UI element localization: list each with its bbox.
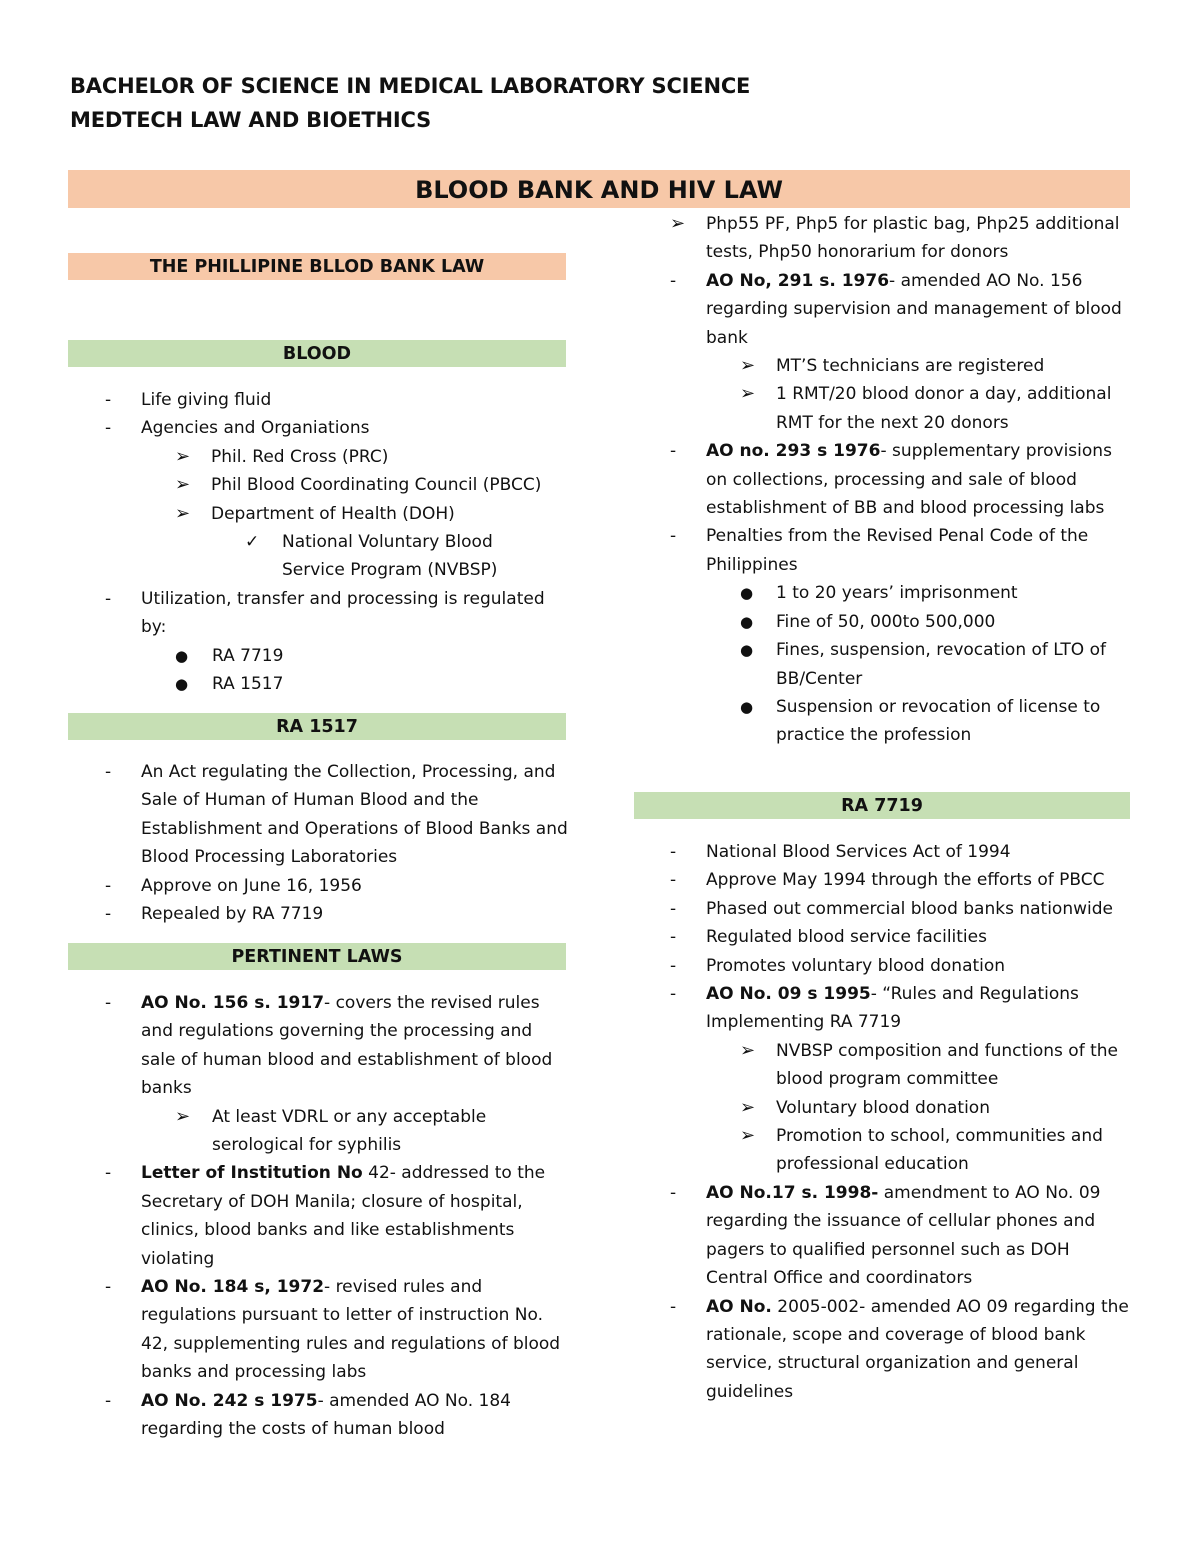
- heading-ra-7719: RA 7719: [634, 792, 1130, 819]
- law-reference: AO No.: [706, 1296, 772, 1317]
- item-text: MT’S technicians are registered: [776, 356, 1045, 377]
- item-text: - amended AO No. 156 regarding supervision and management of blood bank: [706, 270, 1122, 348]
- list-item: [670, 1293, 1134, 1407]
- arrow-icon: ➢: [670, 213, 686, 234]
- bullet-icon: ●: [740, 697, 754, 716]
- bullet-icon: ●: [175, 675, 189, 694]
- item-text: 1 RMT/20 blood donor a day, additional RMT for the next 20 donors: [776, 384, 1112, 433]
- list-item: [706, 1122, 1134, 1179]
- dash-marker: -: [105, 1390, 112, 1411]
- item-text: Department of Health (DOH): [211, 503, 455, 524]
- dash-marker: -: [105, 588, 112, 609]
- list-item: [670, 267, 1131, 352]
- law-reference: AO No. 156 s. 1917: [141, 993, 325, 1013]
- item-text: 42- addressed to the Secretary of DOH Manila; closure of hospital, clinics, blood banks and like establishments violating: [141, 1163, 546, 1269]
- heading-ra-1517: RA 1517: [68, 713, 566, 740]
- blood-list: [105, 386, 566, 698]
- list-item: [670, 895, 1134, 923]
- item-text: Fines, suspension, revocation of LTO of BB/Center: [776, 640, 1106, 689]
- dash-marker: -: [670, 1182, 677, 1203]
- arrow-icon: ➢: [175, 502, 191, 524]
- dash-marker: -: [670, 526, 677, 547]
- item-text: - supplementary provisions on collections, processing and sale of blood establishment of BB and blood processing labs: [706, 441, 1112, 519]
- list-item: [105, 989, 569, 1103]
- item-text: Life giving fluid: [141, 390, 272, 410]
- item-text: Voluntary blood donation: [776, 1097, 990, 1118]
- dash-marker: -: [105, 1277, 112, 1298]
- arrow-icon: ➢: [740, 1039, 756, 1061]
- dash-marker: -: [670, 927, 677, 948]
- dash-marker: -: [670, 1296, 677, 1317]
- list-item: [706, 1037, 1134, 1094]
- dash-marker: -: [670, 441, 677, 462]
- item-text: - revised rules and regulations pursuant to letter of instruction No. 42, supplementing rules and regulations of blood banks and processing labs: [141, 1277, 561, 1383]
- item-text: Approve May 1994 through the efforts of PBCC: [706, 870, 1105, 891]
- list-item: [105, 1159, 569, 1273]
- dash-marker: -: [105, 390, 112, 410]
- item-text: National Voluntary Blood Service Program (NVBSP): [282, 532, 498, 581]
- law-reference: Letter of Institution No: [141, 1163, 363, 1184]
- list-item: [670, 866, 1134, 894]
- item-text: Promotion to school, communities and professional education: [776, 1126, 1103, 1175]
- course-title: MEDTECH LAW AND BIOETHICS: [70, 108, 432, 132]
- list-item: [670, 522, 1131, 579]
- list-item: [670, 952, 1134, 980]
- list-item: [670, 1179, 1134, 1293]
- item-text: Php55 PF, Php5 for plastic bag, Php25 additional tests, Php50 honorarium for donors: [706, 214, 1120, 263]
- list-item: [105, 758, 569, 872]
- pertinent-list: [105, 989, 569, 1444]
- dash-marker: -: [105, 762, 112, 782]
- item-text: Phil Blood Coordinating Council (PBCC): [211, 475, 542, 496]
- list-item: [69, 471, 566, 499]
- list-item: [105, 872, 569, 900]
- law-reference: AO no. 293 s 1976: [706, 441, 881, 462]
- list-item: [105, 386, 566, 414]
- item-text: - “Rules and Regulations Implementing RA 7719: [706, 984, 1079, 1033]
- document-title: BLOOD BANK AND HIV LAW: [68, 170, 1130, 208]
- dash-marker: -: [670, 870, 677, 891]
- item-text: - covers the revised rules and regulations governing the processing and sale of human blood and establishment of blood banks: [141, 993, 553, 1099]
- item-text: NVBSP composition and functions of the blood program committee: [776, 1040, 1118, 1090]
- arrow-icon: ➢: [740, 355, 756, 377]
- list-item: [69, 443, 566, 471]
- section-title-blood-bank-law: THE PHILLIPINE BLLOD BANK LAW: [68, 253, 566, 280]
- law-reference: AO No. 184 s, 1972: [141, 1277, 325, 1298]
- list-item: [706, 636, 1131, 693]
- law-reference: AO No. 242 s 1975: [141, 1390, 318, 1411]
- item-text: At least VDRL or any acceptable serological for syphilis: [212, 1106, 487, 1156]
- arrow-icon: ➢: [175, 1105, 191, 1127]
- ra1517-list: [105, 758, 569, 928]
- item-text: 1 to 20 years’ imprisonment: [776, 583, 1018, 604]
- item-text: Fine of 50, 000to 500,000: [776, 611, 996, 632]
- dash-marker: -: [105, 875, 112, 896]
- dash-marker: -: [670, 270, 677, 291]
- dash-marker: -: [670, 898, 677, 919]
- item-text: Phil. Red Cross (PRC): [211, 446, 389, 467]
- list-item: [670, 923, 1134, 951]
- item-text: Promotes voluntary blood donation: [706, 955, 1006, 976]
- dash-marker: -: [670, 955, 677, 976]
- ra7719-list: [670, 838, 1134, 1406]
- item-text: Utilization, transfer and processing is regulated by:: [141, 588, 545, 638]
- list-item: [670, 838, 1134, 866]
- item-text: National Blood Services Act of 1994: [706, 842, 1011, 862]
- bullet-icon: ●: [740, 584, 754, 603]
- item-text: Approve on June 16, 1956: [141, 875, 362, 896]
- item-text: amendment to AO No. 09 regarding the issuance of cellular phones and pagers to qualified personnel such as DOH Central Office and coordinators: [706, 1182, 1101, 1289]
- list-item: [105, 414, 566, 442]
- arrow-icon: ➢: [175, 445, 191, 467]
- arrow-icon: ➢: [175, 474, 191, 496]
- item-text: Agencies and Organiations: [141, 418, 370, 439]
- arrow-icon: ➢: [740, 1125, 756, 1147]
- list-item: [69, 500, 566, 528]
- law-reference: AO No.17 s. 1998-: [706, 1182, 879, 1203]
- law-reference: AO No. 09 s 1995: [706, 984, 871, 1005]
- list-item: [670, 980, 1134, 1037]
- list-item: [636, 210, 1131, 267]
- list-item: [706, 608, 1131, 636]
- dash-marker: -: [105, 1163, 112, 1184]
- law-reference: AO No, 291 s. 1976: [706, 270, 890, 291]
- list-item: [670, 437, 1131, 522]
- dash-marker: -: [105, 904, 112, 925]
- item-text: Repealed by RA 7719: [141, 904, 324, 925]
- dash-marker: -: [105, 418, 112, 439]
- item-text: Penalties from the Revised Penal Code of the Philippines: [706, 526, 1089, 575]
- list-item: [141, 528, 522, 585]
- list-item: [706, 352, 1131, 380]
- check-icon: ✓: [245, 532, 260, 553]
- list-item: [141, 670, 566, 698]
- bullet-icon: ●: [175, 646, 189, 665]
- right-list-top: [670, 210, 1131, 750]
- list-item: [141, 642, 566, 670]
- item-text: An Act regulating the Collection, Processing, and Sale of Human of Human Blood and the Establishment and Operations of Blood Banks and Blood Processing Laboratories: [141, 762, 568, 868]
- dash-marker: -: [105, 993, 112, 1013]
- list-item: [706, 579, 1131, 607]
- heading-blood: BLOOD: [68, 340, 566, 367]
- list-item: [706, 380, 1131, 437]
- list-item: [706, 1094, 1134, 1122]
- program-title: BACHELOR OF SCIENCE IN MEDICAL LABORATORY SCIENCE: [70, 74, 751, 98]
- item-text: RA 1517: [212, 674, 284, 695]
- item-text: Phased out commercial blood banks nationwide: [706, 898, 1113, 919]
- list-item: [141, 1103, 512, 1160]
- item-text: Regulated blood service facilities: [706, 927, 987, 948]
- list-item: [105, 900, 569, 928]
- heading-pertinent-laws: PERTINENT LAWS: [68, 943, 566, 970]
- item-text: RA 7719: [212, 645, 284, 666]
- list-item: [105, 1387, 569, 1444]
- arrow-icon: ➢: [740, 383, 756, 405]
- arrow-icon: ➢: [740, 1096, 756, 1118]
- bullet-icon: ●: [740, 641, 754, 660]
- bullet-icon: ●: [740, 612, 754, 631]
- list-item: [105, 585, 566, 642]
- item-text: Suspension or revocation of license to practice the profession: [776, 696, 1101, 746]
- dash-marker: -: [670, 842, 677, 862]
- dash-marker: -: [670, 984, 677, 1005]
- item-text: - amended AO No. 184 regarding the costs of human blood: [141, 1390, 511, 1440]
- list-item: [105, 1273, 569, 1387]
- list-item: [706, 693, 1131, 750]
- item-text: 2005-002- amended AO 09 regarding the rationale, scope and coverage of blood bank service, structural organization and general guidelines: [706, 1296, 1129, 1402]
